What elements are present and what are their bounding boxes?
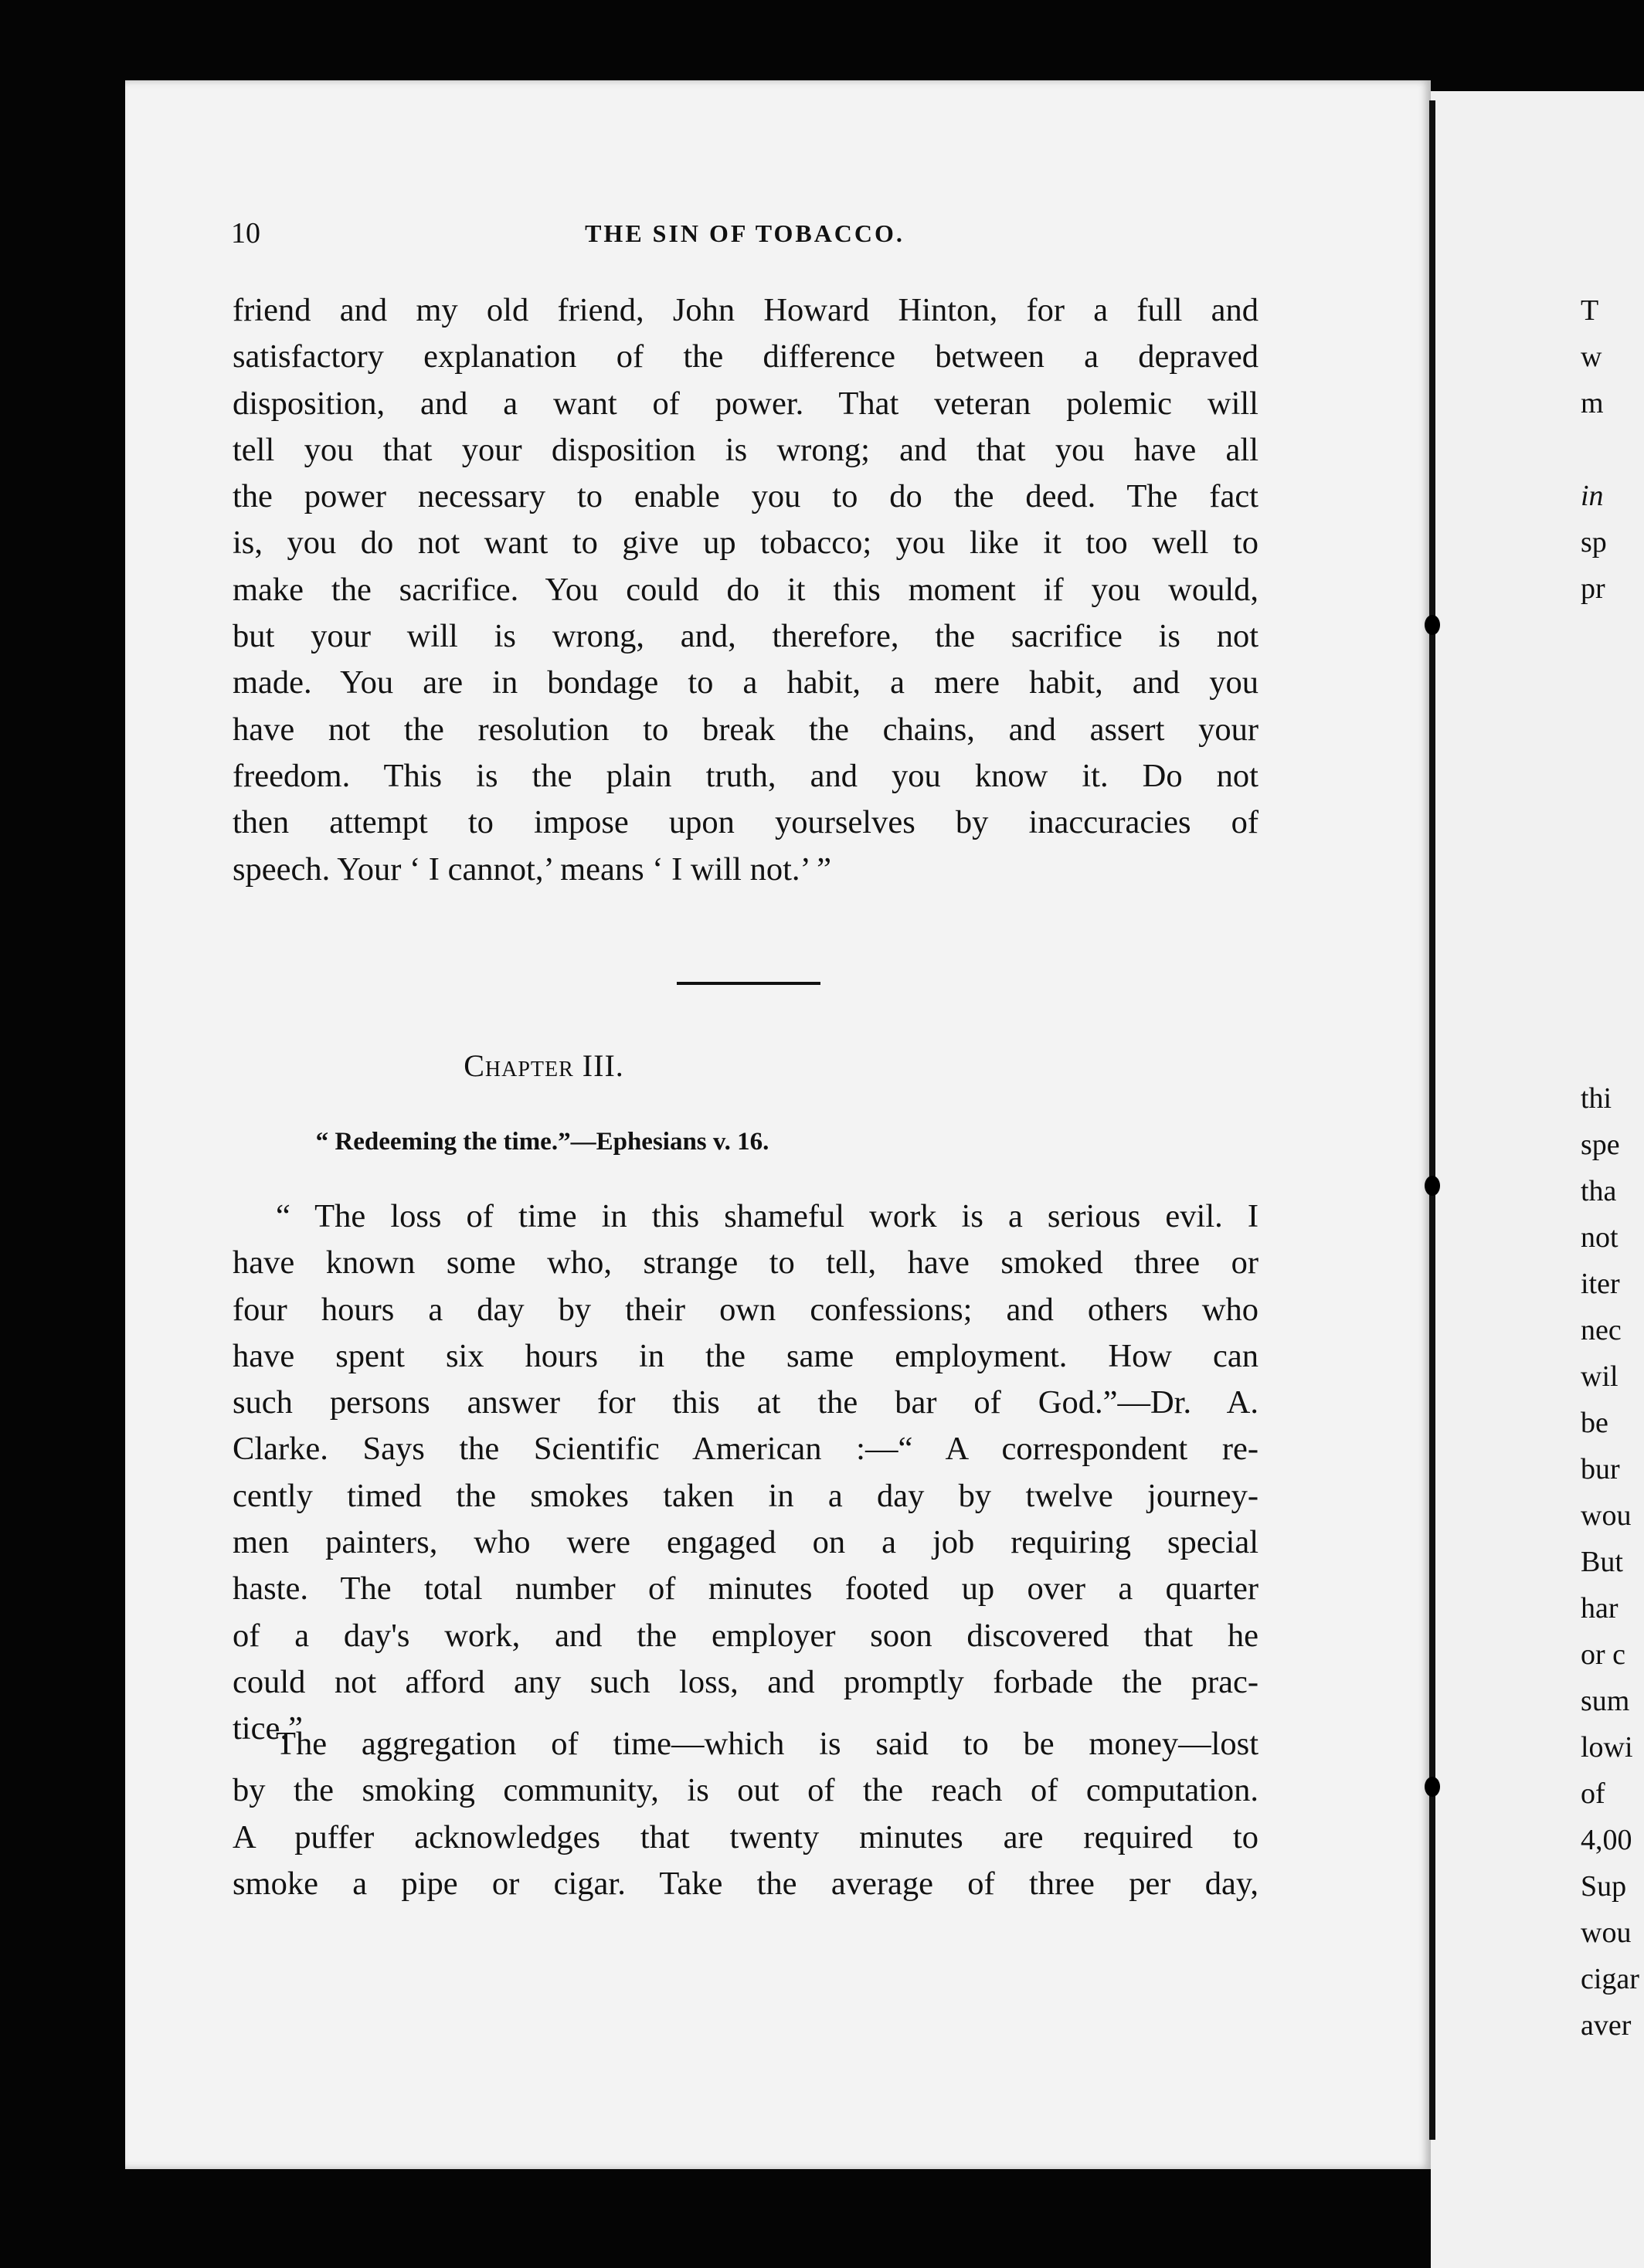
fragment-line: cigar (1581, 1963, 1639, 1995)
text-line: make the sacrifice. You could do it this moment if you would, (233, 571, 1258, 608)
fragment-line: sum (1581, 1685, 1630, 1717)
text-line: by the smoking community, is out of the reach of computation. (233, 1772, 1258, 1809)
page-number: 10 (231, 217, 260, 250)
section-divider (677, 982, 820, 985)
text-line: speech. Your ‘ I cannot,’ means ‘ I will not.’ ” (233, 850, 832, 888)
text-line: tell you that your disposition is wrong; and that you have all (233, 431, 1258, 468)
text-line: tice.” (233, 1710, 303, 1747)
running-title: THE SIN OF TOBACCO. (585, 219, 905, 247)
paragraph-quotation (233, 1193, 1258, 1753)
text-line: is, you do not want to give up tobacco; you like it too well to (233, 525, 1258, 562)
fragment-line: wou (1581, 1499, 1632, 1532)
book-gutter (1429, 100, 1435, 2140)
fragment-line: wou (1581, 1917, 1632, 1949)
text-line: then attempt to impose upon yourselves by inaccuracies of (233, 804, 1258, 841)
fragment-line: or c (1581, 1638, 1626, 1671)
fragment-line (1581, 751, 1639, 797)
fragment-line (1581, 1029, 1639, 1075)
fragment-line: spe (1581, 1129, 1620, 1161)
fragment-line: T (1581, 294, 1599, 327)
text-line: haste. The total number of minutes footed up over a quarter (233, 1570, 1258, 1608)
text-line: “ The loss of time in this shameful work is a serious evil. I (276, 1198, 1258, 1234)
binding-thread-knot (1425, 1176, 1440, 1196)
fragment-line: nec (1581, 1314, 1622, 1346)
fragment-line: aver (1581, 2009, 1632, 2042)
text-line: disposition, and a want of power. That veteran polemic will (233, 385, 1258, 422)
text-line: have known some who, strange to tell, have smoked three or (233, 1244, 1258, 1282)
fragment-line (1581, 983, 1639, 1029)
text-line: smoke a pipe or cigar. Take the average of three per day, (233, 1865, 1258, 1902)
fragment-line: in (1581, 480, 1604, 512)
chapter-numeral: III. (582, 1048, 624, 1083)
fragment-line: pr (1581, 572, 1605, 605)
text-line: freedom. This is the plain truth, and you know it. Do not (233, 757, 1258, 794)
fragment-line (1581, 426, 1639, 473)
text-line: satisfactory explanation of the difference between a depraved (233, 338, 1258, 375)
text-line: friend and my old friend, John Howard Hinton, for a full and (233, 292, 1258, 328)
paragraph-aggregation (233, 1721, 1258, 1907)
fragment-line: lowi (1581, 1731, 1633, 1764)
fragment-line: bur (1581, 1453, 1620, 1485)
fragment-line (1581, 844, 1639, 890)
text-line: A puffer acknowledges that twenty minutes are required to (233, 1818, 1258, 1855)
text-line: could not afford any such loss, and promptly forbade the prac- (233, 1663, 1258, 1700)
fragment-line: be (1581, 1407, 1608, 1439)
fragment-line: But (1581, 1546, 1623, 1578)
chapter-label: Chapter (464, 1048, 574, 1083)
text-line: have spent six hours in the same employment. How can (233, 1337, 1258, 1374)
fragment-line: sp (1581, 526, 1607, 559)
text-line: made. You are in bondage to a habit, a mere habit, and you (233, 664, 1258, 701)
text-line: Clarke. Says the Scientific American :—“ A correspondent re- (233, 1431, 1258, 1468)
text-line: four hours a day by their own confessions; and others who (233, 1291, 1258, 1328)
fragment-line: har (1581, 1592, 1619, 1625)
text-line: such persons answer for this at the bar of God.”—Dr. A. (233, 1384, 1258, 1421)
fragment-line (1581, 797, 1639, 844)
fragment-line (1581, 658, 1639, 705)
paragraph-continued (233, 287, 1258, 893)
fragment-line (1581, 612, 1639, 658)
fragment-line: iter (1581, 1268, 1620, 1300)
chapter-epigraph: “ Redeeming the time.”—Ephesians v. 16. (315, 1128, 769, 1156)
text-line: of a day's work, and the employer soon discovered that he (233, 1617, 1258, 1654)
fragment-line: w (1581, 341, 1602, 373)
page-header (231, 216, 1258, 255)
facing-page-fragments (1581, 287, 1639, 2049)
fragment-line: not (1581, 1221, 1619, 1254)
text-line: men painters, who were engaged on a job requiring special (233, 1524, 1258, 1561)
fragment-line (1581, 936, 1639, 983)
fragment-line (1581, 705, 1639, 751)
chapter-heading (0, 1047, 1366, 1084)
text-line: cently timed the smokes taken in a day by twelve journey- (233, 1477, 1258, 1514)
fragment-line: 4,00 (1581, 1824, 1632, 1856)
text-line: The aggregation of time—which is said to be money—lost (276, 1726, 1258, 1762)
text-line: have not the resolution to break the chains, and assert your (233, 711, 1258, 748)
binding-thread-knot (1425, 615, 1440, 635)
fragment-line: wil (1581, 1360, 1619, 1393)
fragment-line: thi (1581, 1082, 1612, 1115)
text-line: the power necessary to enable you to do the deed. The fact (233, 478, 1258, 515)
fragment-line (1581, 890, 1639, 936)
fragment-line: Sup (1581, 1870, 1627, 1903)
text-line: but your will is wrong, and, therefore, the sacrifice is not (233, 618, 1258, 655)
fragment-line: tha (1581, 1175, 1617, 1207)
binding-thread-knot (1425, 1777, 1440, 1797)
fragment-line: m (1581, 387, 1604, 419)
fragment-line: of (1581, 1777, 1605, 1810)
